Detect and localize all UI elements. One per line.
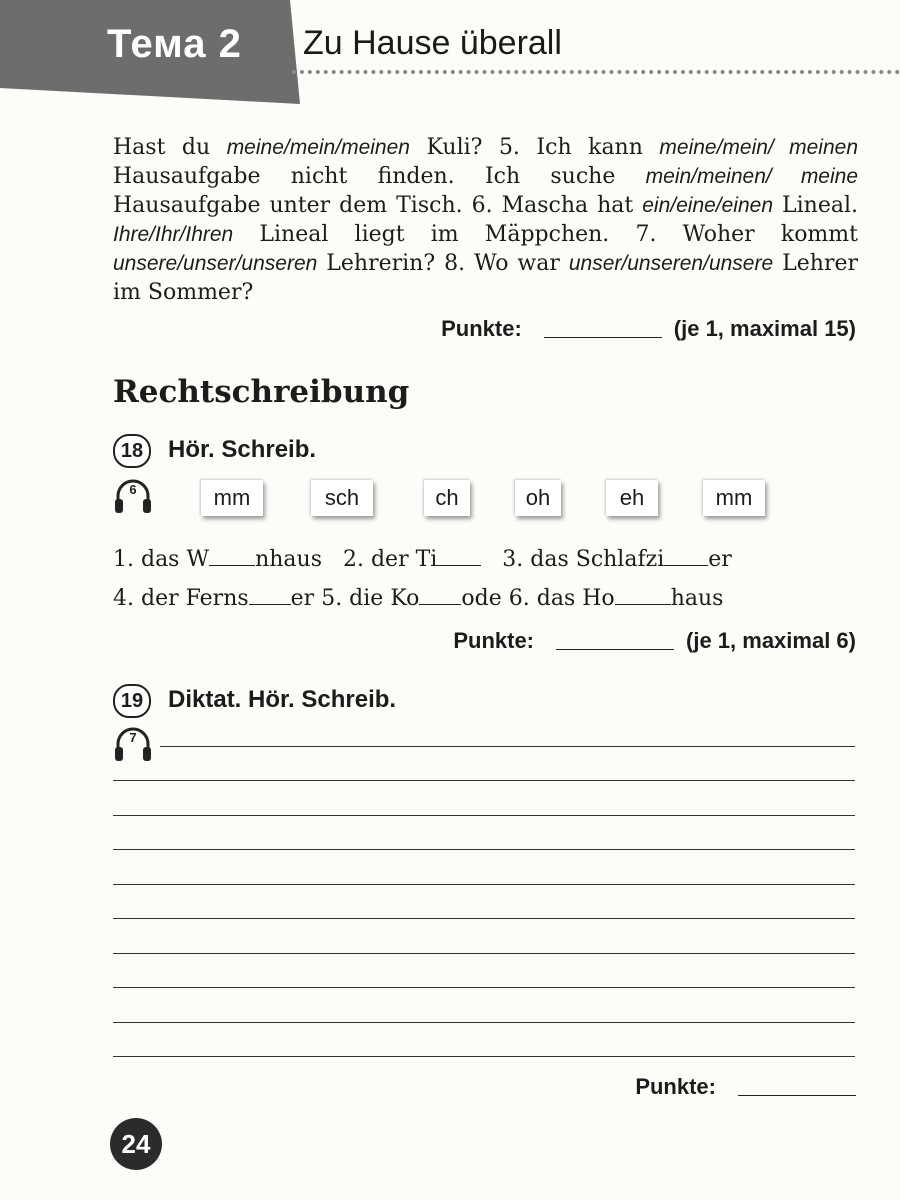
gap-5[interactable] <box>419 586 461 605</box>
points-note: (je 1, maximal 6) <box>686 628 856 653</box>
letter-card-4: oh <box>515 480 561 516</box>
gap-2[interactable] <box>437 547 481 566</box>
dictation-line-3[interactable] <box>113 815 855 816</box>
letter-card-6: mm <box>703 480 765 516</box>
points-label: Punkte: <box>635 1074 716 1099</box>
points-blank[interactable] <box>556 649 674 650</box>
header-dotted-rule <box>292 70 900 74</box>
exercise-18-title: Hör. Schreib. <box>168 436 317 463</box>
chapter-number: Тема 2 <box>107 22 242 66</box>
gap-6[interactable] <box>615 586 671 605</box>
page-number: 24 <box>110 1118 162 1170</box>
dictation-line-8[interactable] <box>113 987 855 988</box>
dictation-line-6[interactable] <box>113 918 855 919</box>
dictation-line-1[interactable] <box>160 746 855 747</box>
dictation-line-4[interactable] <box>113 849 855 850</box>
dictation-line-7[interactable] <box>113 953 855 954</box>
dictation-line-5[interactable] <box>113 884 855 885</box>
exercise-number-19: 19 <box>113 684 151 718</box>
exercise-number-18: 18 <box>113 434 151 468</box>
points-label: Punkte: <box>453 628 535 653</box>
dictation-line-9[interactable] <box>113 1022 855 1023</box>
points-row-exercise-19 <box>635 1074 856 1100</box>
dictation-line-10[interactable] <box>113 1056 855 1057</box>
points-blank[interactable] <box>738 1095 856 1096</box>
letter-card-1: mm <box>201 480 263 516</box>
letter-card-5: eh <box>606 480 658 516</box>
letter-card-2: sch <box>311 480 373 516</box>
section-heading: Rechtschreibung <box>113 374 410 410</box>
points-blank[interactable] <box>544 337 662 338</box>
chapter-title: Zu Hause überall <box>303 24 562 62</box>
exercise-17-text: Hast du meine/mein/meinen Kuli? 5. Ich kann meine/mein/ meinen Hausaufgabe nicht finden. Ich suche mein/meinen/ meine Hausaufgabe unter dem Tisch. 6. Mascha hat ein/eine/einen Lineal. Ihre/Ihr/Ihren Lineal liegt im Mäppchen. 7. Woher kommt unsere/unser/unseren Lehrerin? 8. Wo war unser/unseren/unsere Lehrer im Sommer? <box>113 135 859 305</box>
points-note: (je 1, maximal 15) <box>673 316 856 341</box>
letter-card-3: ch <box>424 480 470 516</box>
fill-in-line-2: 4. der Ferns er 5. die Ko ode 6. das Ho haus <box>113 586 724 611</box>
points-row-exercise-18 <box>453 628 856 654</box>
fill-in-line-1: 1. das W nhaus 2. der Ti 3. das Schlafzi er <box>113 547 732 572</box>
headphones-icon <box>112 476 154 516</box>
dictation-line-2[interactable] <box>113 780 855 781</box>
audio-track-number: 6 <box>129 482 137 497</box>
audio-track-number: 7 <box>129 730 137 745</box>
exercise-19-title: Diktat. Hör. Schreib. <box>168 686 397 713</box>
points-label: Punkte: <box>441 316 522 341</box>
gap-1[interactable] <box>209 547 255 566</box>
gap-3[interactable] <box>664 547 708 566</box>
gap-4[interactable] <box>249 586 291 605</box>
headphones-icon <box>112 724 154 764</box>
points-row-exercise-17 <box>441 316 856 342</box>
